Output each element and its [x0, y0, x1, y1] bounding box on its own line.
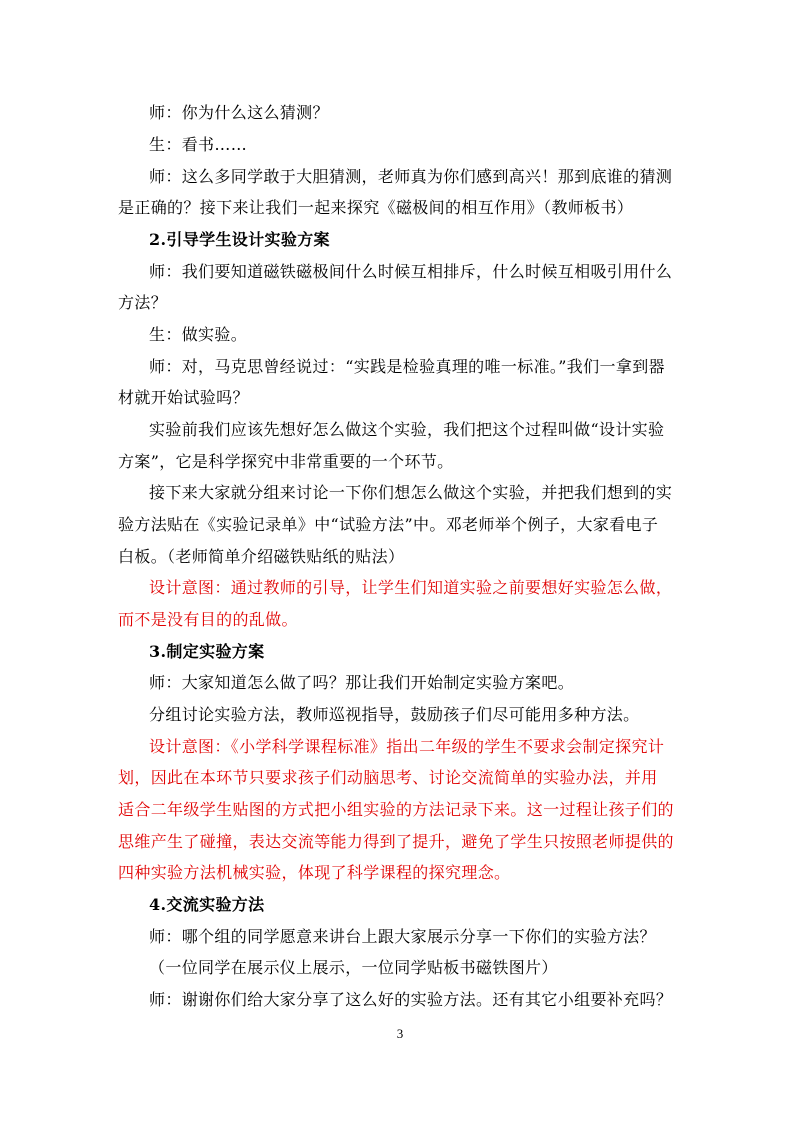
paragraph-line: 白板。（老师简单介绍磁铁贴纸的贴法）: [118, 547, 405, 566]
paragraph-line: 生：做实验。: [149, 325, 248, 344]
paragraph-line: 师：大家知道怎么做了吗？那让我们开始制定实验方案吧。: [149, 673, 575, 692]
paragraph-line: 师：哪个组的同学愿意来讲台上跟大家展示分享一下你们的实验方法？: [149, 927, 656, 946]
paragraph-line: 分组讨论实验方法，教师巡视指导，鼓励孩子们尽可能用多种方法。: [149, 705, 640, 724]
design-intent-line: 适合二年级学生贴图的方式把小组实验的方法记录下来。这一过程让孩子们的: [118, 800, 674, 819]
design-intent-line: 划，因此在本环节只要求孩子们动脑思考、讨论交流简单的实验办法，并用: [118, 768, 658, 787]
paragraph-line: 是正确的？接下来让我们一起来探究《磁极间的相互作用》（教师板书）: [118, 198, 634, 217]
section-heading: 2.引导学生设计实验方案: [149, 230, 330, 249]
design-intent-line: 而不是没有目的的乱做。: [118, 610, 298, 629]
paragraph-line: 师：谢谢你们给大家分享了这么好的实验方法。还有其它小组要补充吗？: [149, 990, 673, 1009]
paragraph-line: 接下来大家就分组来讨论一下你们想怎么做这个实验，并把我们想到的实: [149, 483, 673, 502]
page-number: 3: [396, 1026, 404, 1041]
paragraph-line: 验方法贴在《实验记录单》中“试验方法”中。邓老师举个例子，大家看电子: [118, 515, 659, 534]
design-intent-line: 四种实验方法机械实验，体现了科学课程的探究理念。: [118, 863, 511, 882]
design-intent-line: 思维产生了碰撞，表达交流等能力得到了提升，避免了学生只按照老师提供的: [118, 832, 674, 851]
paragraph-line: 实验前我们应该先想好怎么做这个实验，我们把这个过程叫做“设计实验: [149, 420, 665, 439]
design-intent-line: 设计意图：通过教师的引导，让学生们知道实验之前要想好实验怎么做，: [149, 578, 673, 597]
paragraph-line: 材就开始试验吗？: [118, 388, 249, 407]
paragraph-line: 师：你为什么这么猜测？: [149, 103, 329, 122]
section-heading: 3.制定实验方案: [149, 642, 265, 661]
paragraph-line: 方法？: [118, 293, 168, 312]
paragraph-line: 生：看书……: [149, 135, 248, 154]
paragraph-line: 师：对，马克思曾经说过：“实践是检验真理的唯一标准。”我们一拿到器: [149, 357, 665, 376]
paragraph-line: （一位同学在展示仪上展示，一位同学贴板书磁铁图片）: [149, 958, 558, 977]
section-heading: 4.交流实验方法: [149, 895, 265, 914]
paragraph-line: 师：我们要知道磁铁磁极间什么时候互相排斥，什么时候互相吸引用什么: [149, 262, 673, 281]
paragraph-line: 师：这么多同学敢于大胆猜测，老师真为你们感到高兴！那到底谁的猜测: [149, 167, 673, 186]
paragraph-line: 方案”，它是科学探究中非常重要的一个环节。: [118, 452, 454, 471]
design-intent-line: 设计意图：《小学科学课程标准》指出二年级的学生不要求会制定探究计: [149, 737, 665, 756]
